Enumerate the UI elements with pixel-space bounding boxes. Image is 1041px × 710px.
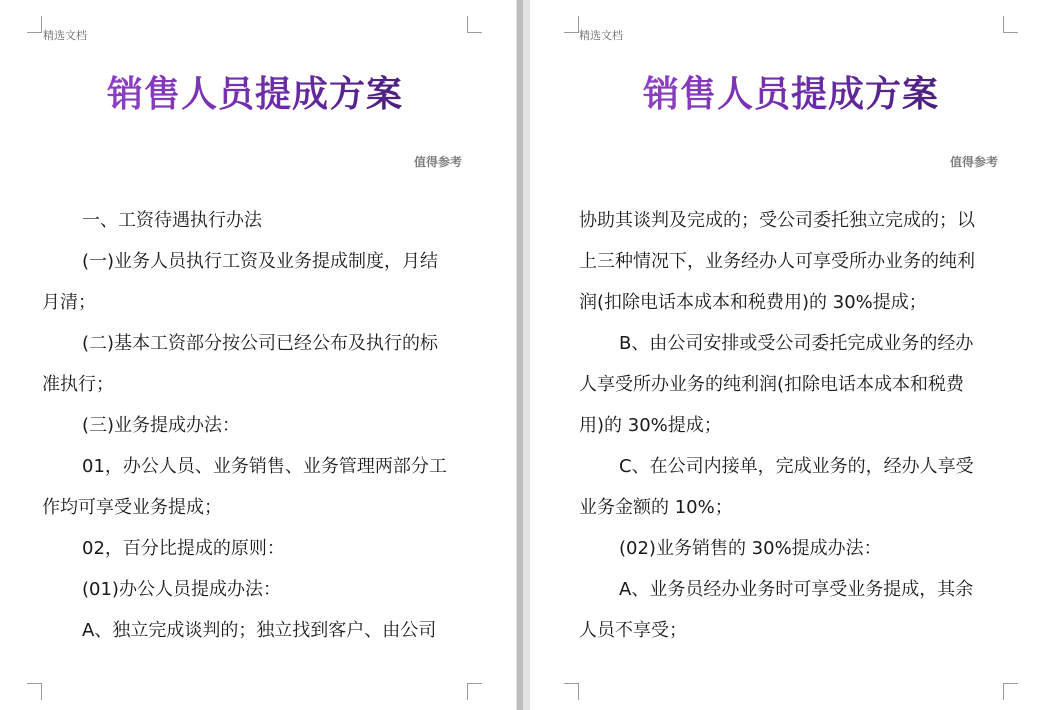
crop-mark-top-right [1003,16,1018,33]
text-line: A、业务员经办业务时可享受业务提成，其余 [619,579,974,600]
page-gutter [516,0,530,710]
text-line: 用)的 30%提成； [579,415,722,436]
text-line: (01)办公人员提成办法： [82,579,281,600]
crop-mark-bottom-left [564,683,579,700]
text-line: C、在公司内接单，完成业务的，经办人享受 [619,456,974,477]
text-line: (三)业务提成办法： [82,415,241,436]
document-page-right [530,0,1041,710]
text-line: A、独立完成谈判的；独立找到客户、由公司 [82,620,437,641]
text-line: 准执行； [42,374,114,395]
crop-mark-top-left [564,16,579,33]
body-text [42,200,447,651]
reference-label: 值得参考 [414,155,463,169]
text-line: (二)基本工资部分按公司已经公布及执行的标 [82,333,439,354]
crop-mark-bottom-right [467,683,482,700]
text-line: (02)业务销售的 30%提成办法： [619,538,882,559]
text-line: 人享受所办业务的纯利润(扣除电话本成本和税费 [579,374,965,395]
text-line: 上三种情况下，业务经办人可享受所办业务的纯利 [579,251,975,272]
text-line: 业务金额的 10%； [579,497,733,518]
document-page-left [0,0,516,710]
text-line: 01，办公人员、业务销售、业务管理两部分工 [82,456,447,477]
text-line: (一)业务人员执行工资及业务提成制度，月结 [82,251,439,272]
crop-mark-top-left [27,16,42,33]
document-title: 销售人员提成方案 [107,66,403,117]
crop-mark-bottom-right [1003,683,1018,700]
text-line: 一、工资待遇执行办法 [82,210,262,231]
reference-label: 值得参考 [950,155,999,169]
document-title: 销售人员提成方案 [643,66,939,117]
text-line: 02，百分比提成的原则： [82,538,285,559]
text-line: 润(扣除电话本成本和税费用)的 30%提成； [579,292,927,313]
text-line: 协助其谈判及完成的；受公司委托独立完成的；以 [579,210,975,231]
page-header-label: 精选文档 [579,29,623,42]
text-line: 作均可享受业务提成； [42,497,222,518]
body-text [579,200,975,651]
text-line: 月清； [42,292,96,313]
crop-mark-bottom-left [27,683,42,700]
page-header-label: 精选文档 [43,29,87,42]
text-line: 人员不享受； [579,620,687,641]
crop-mark-top-right [467,16,482,33]
text-line: B、由公司安排或受公司委托完成业务的经办 [619,333,974,354]
